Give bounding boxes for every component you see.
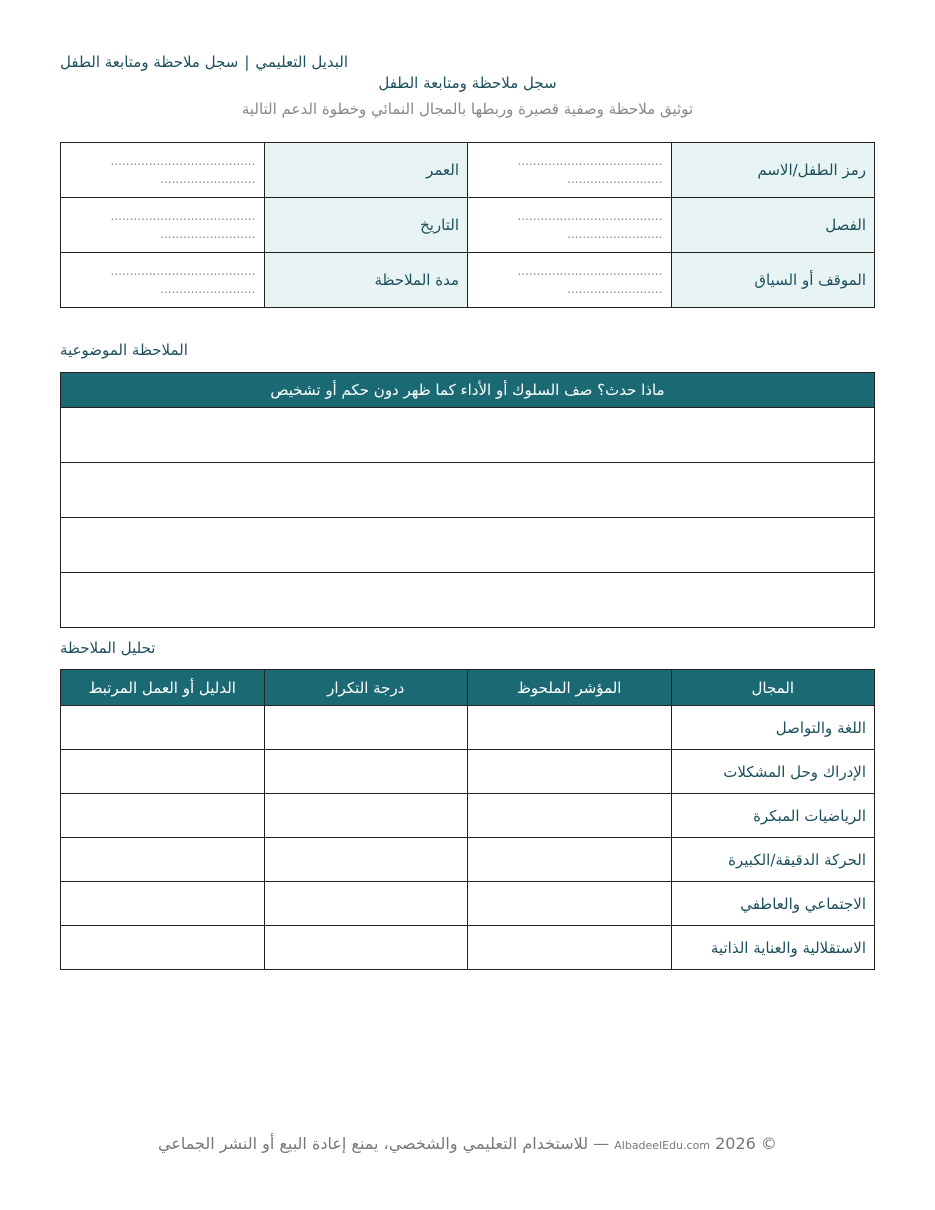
analysis-row — [61, 794, 875, 838]
info-row — [61, 253, 875, 308]
observation-table-header: ماذا حدث؟ صف السلوك أو الأداء كما ظهر دون حكم أو تشخيص — [61, 373, 875, 408]
domain-label-cell: الاستقلالية والعناية الذاتية — [671, 926, 875, 970]
analysis-row — [61, 838, 875, 882]
info-value-field[interactable]: ...................................... ......................... — [468, 198, 672, 253]
analysis-entry-cell[interactable] — [468, 706, 672, 750]
header-doc-name: سجل ملاحظة ومتابعة الطفل — [60, 53, 239, 71]
info-row — [61, 198, 875, 253]
worksheet-page — [60, 0, 875, 1210]
domain-label-cell: الرياضيات المبكرة — [671, 794, 875, 838]
observation-row — [61, 518, 875, 573]
analysis-row — [61, 882, 875, 926]
domain-label-cell: الحركة الدقيقة/الكبيرة — [671, 838, 875, 882]
domain-label-cell: الاجتماعي والعاطفي — [671, 882, 875, 926]
analysis-entry-cell[interactable] — [264, 706, 468, 750]
info-value-field[interactable]: ...................................... ......................... — [61, 253, 265, 308]
analysis-heading: تحليل الملاحظة — [60, 639, 156, 657]
analysis-entry-cell[interactable] — [61, 794, 265, 838]
info-label: رمز الطفل/الاسم — [671, 143, 875, 198]
child-info-table — [60, 142, 875, 308]
analysis-entry-cell[interactable] — [468, 882, 672, 926]
analysis-column-header: المجال — [671, 670, 875, 706]
analysis-table — [60, 669, 875, 970]
observation-entry-cell[interactable] — [61, 518, 875, 573]
analysis-entry-cell[interactable] — [468, 750, 672, 794]
info-row — [61, 143, 875, 198]
observation-table — [60, 372, 875, 628]
analysis-entry-cell[interactable] — [61, 706, 265, 750]
analysis-entry-cell[interactable] — [264, 750, 468, 794]
analysis-entry-cell[interactable] — [468, 794, 672, 838]
footer-copyright: © 2026 — [715, 1134, 777, 1153]
analysis-column-header: درجة التكرار — [264, 670, 468, 706]
observation-entry-cell[interactable] — [61, 408, 875, 463]
observation-row — [61, 573, 875, 628]
info-label: الفصل — [671, 198, 875, 253]
info-label: التاريخ — [264, 198, 468, 253]
domain-label-cell: الإدراك وحل المشكلات — [671, 750, 875, 794]
analysis-row — [61, 750, 875, 794]
analysis-row — [61, 706, 875, 750]
footer-domain: AlbadeelEdu.com — [614, 1139, 711, 1152]
analysis-row — [61, 926, 875, 970]
analysis-column-header: الدليل أو العمل المرتبط — [61, 670, 265, 706]
analysis-entry-cell[interactable] — [61, 750, 265, 794]
domain-label-cell: اللغة والتواصل — [671, 706, 875, 750]
analysis-entry-cell[interactable] — [61, 838, 265, 882]
analysis-entry-cell[interactable] — [264, 882, 468, 926]
page-subtitle: توثيق ملاحظة وصفية قصيرة وربطها بالمجال النمائي وخطوة الدعم التالية — [241, 100, 694, 118]
observation-entry-cell[interactable] — [61, 463, 875, 518]
running-header — [60, 53, 348, 75]
analysis-entry-cell[interactable] — [61, 882, 265, 926]
analysis-entry-cell[interactable] — [264, 838, 468, 882]
info-label: العمر — [264, 143, 468, 198]
info-value-field[interactable]: ...................................... ......................... — [61, 143, 265, 198]
footer-notice — [60, 1134, 875, 1153]
analysis-entry-cell[interactable] — [61, 926, 265, 970]
header-separator: | — [244, 53, 250, 71]
footer-notice-text: — للاستخدام التعليمي والشخصي، يمنع إعادة البيع أو النشر الجماعي — [158, 1134, 610, 1153]
brand-name: البديل التعليمي — [255, 53, 349, 71]
page-title: سجل ملاحظة ومتابعة الطفل — [378, 74, 557, 92]
analysis-column-header: المؤشر الملحوظ — [468, 670, 672, 706]
analysis-entry-cell[interactable] — [468, 926, 672, 970]
observation-entry-cell[interactable] — [61, 573, 875, 628]
info-value-field[interactable]: ...................................... ......................... — [61, 198, 265, 253]
info-value-field[interactable]: ...................................... ......................... — [468, 143, 672, 198]
info-value-field[interactable]: ...................................... ......................... — [468, 253, 672, 308]
info-label: الموقف أو السياق — [671, 253, 875, 308]
info-label: مدة الملاحظة — [264, 253, 468, 308]
observation-heading: الملاحظة الموضوعية — [60, 341, 188, 359]
observation-row — [61, 463, 875, 518]
analysis-entry-cell[interactable] — [264, 794, 468, 838]
analysis-entry-cell[interactable] — [468, 838, 672, 882]
analysis-entry-cell[interactable] — [264, 926, 468, 970]
observation-row — [61, 408, 875, 463]
